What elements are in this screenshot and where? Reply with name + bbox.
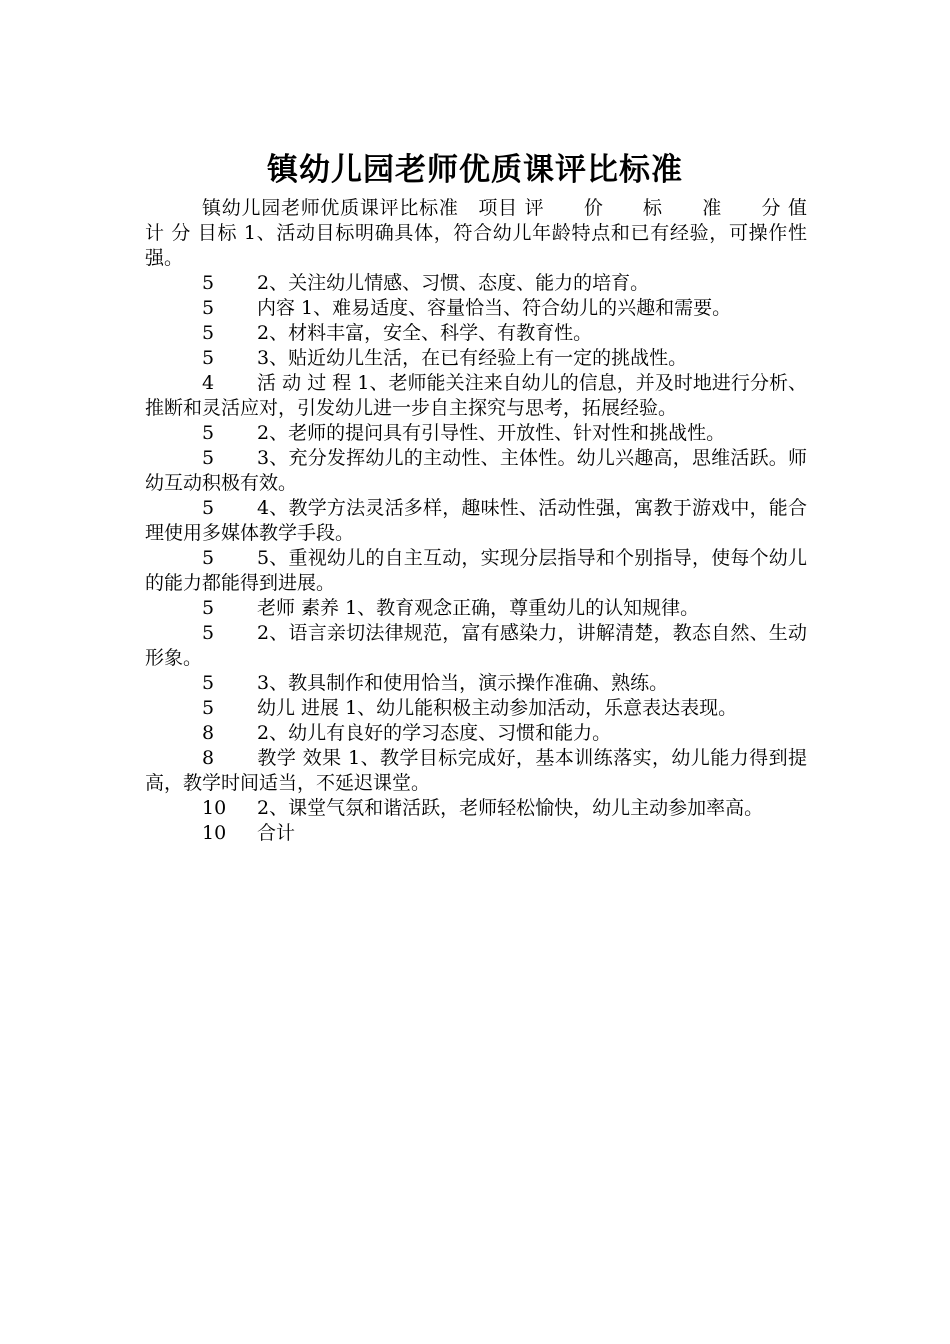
score-value: 4 bbox=[202, 372, 215, 394]
criteria-row bbox=[145, 496, 807, 546]
criteria-text: 3、充分发挥幼儿的主动性、主体性。幼儿兴趣高，思维活跃。师幼互动积极有效。 bbox=[145, 447, 807, 494]
criteria-row bbox=[145, 296, 807, 321]
score-value: 10 bbox=[202, 822, 227, 844]
criteria-row bbox=[145, 546, 807, 596]
score-value: 5 bbox=[202, 547, 215, 569]
criteria-row bbox=[145, 371, 807, 421]
criteria-text: 2、课堂气氛和谐活跃，老师轻松愉快，幼儿主动参加率高。 bbox=[257, 797, 764, 819]
score-value: 5 bbox=[202, 447, 215, 469]
criteria-text: 2、老师的提问具有引导性、开放性、针对性和挑战性。 bbox=[257, 422, 726, 444]
criteria-row bbox=[145, 746, 807, 796]
document-body bbox=[145, 196, 846, 846]
criteria-text: 老师 素养 1、教育观念正确，尊重幼儿的认知规律。 bbox=[257, 597, 700, 619]
criteria-text: 5、重视幼儿的自主互动，实现分层指导和个别指导，使每个幼儿的能力都能得到进展。 bbox=[145, 547, 807, 594]
criteria-text: 幼儿 进展 1、幼儿能积极主动参加活动，乐意表达表现。 bbox=[257, 697, 738, 719]
score-value: 5 bbox=[202, 622, 215, 644]
criteria-row bbox=[145, 446, 807, 496]
score-value: 5 bbox=[202, 272, 215, 294]
score-value: 5 bbox=[202, 497, 215, 519]
score-value: 10 bbox=[202, 797, 227, 819]
criteria-text: 2、语言亲切法律规范，富有感染力，讲解清楚，教态自然、生动形象。 bbox=[145, 622, 807, 669]
criteria-row bbox=[145, 271, 807, 296]
criteria-text: 2、关注幼儿情感、习惯、态度、能力的培育。 bbox=[257, 272, 650, 294]
score-value: 5 bbox=[202, 322, 215, 344]
criteria-row bbox=[145, 721, 807, 746]
score-value: 5 bbox=[202, 347, 215, 369]
criteria-text: 3、教具制作和使用恰当，演示操作准确、熟练。 bbox=[257, 672, 669, 694]
criteria-row bbox=[145, 596, 807, 621]
criteria-text: 内容 1、难易适度、容量恰当、符合幼儿的兴趣和需要。 bbox=[257, 297, 732, 319]
criteria-row bbox=[145, 346, 807, 371]
criteria-text: 2、幼儿有良好的学习态度、习惯和能力。 bbox=[257, 722, 612, 744]
criteria-text: 4、教学方法灵活多样，趣味性、活动性强，寓教于游戏中，能合理使用多媒体教学手段。 bbox=[145, 497, 807, 544]
criteria-row bbox=[145, 821, 807, 846]
criteria-text: 教学 效果 1、教学目标完成好，基本训练落实，幼儿能力得到提高，教学时间适当，不延迟课堂。 bbox=[145, 747, 807, 794]
score-value: 5 bbox=[202, 297, 215, 319]
criteria-text: 合计 bbox=[257, 822, 296, 844]
score-value: 8 bbox=[202, 722, 215, 744]
criteria-row bbox=[145, 621, 807, 671]
document-title: 镇幼儿园老师优质课评比标准 bbox=[267, 151, 683, 188]
score-value: 5 bbox=[202, 697, 215, 719]
criteria-row bbox=[145, 796, 807, 821]
score-value: 5 bbox=[202, 672, 215, 694]
criteria-row bbox=[145, 696, 807, 721]
score-value: 5 bbox=[202, 597, 215, 619]
criteria-text: 3、贴近幼儿生活，在已有经验上有一定的挑战性。 bbox=[257, 347, 688, 369]
criteria-text: 活 动 过 程 1、老师能关注来自幼儿的信息，并及时地进行分析、推断和灵活应对，引发幼儿进一步自主探究与思考，拓展经验。 bbox=[145, 372, 807, 419]
criteria-row bbox=[145, 321, 807, 346]
criteria-text: 2、材料丰富，安全、科学、有教育性。 bbox=[257, 322, 593, 344]
criteria-row bbox=[145, 671, 807, 696]
criteria-list bbox=[145, 271, 807, 846]
score-value: 5 bbox=[202, 422, 215, 444]
score-value: 8 bbox=[202, 747, 215, 769]
intro-paragraph: 镇幼儿园老师优质课评比标准 项目 评 价 标 准 分 值 计 分 目标 1、活动目标明确具体，符合幼儿年龄特点和已有经验，可操作性强。 bbox=[145, 197, 846, 269]
criteria-row bbox=[145, 421, 807, 446]
